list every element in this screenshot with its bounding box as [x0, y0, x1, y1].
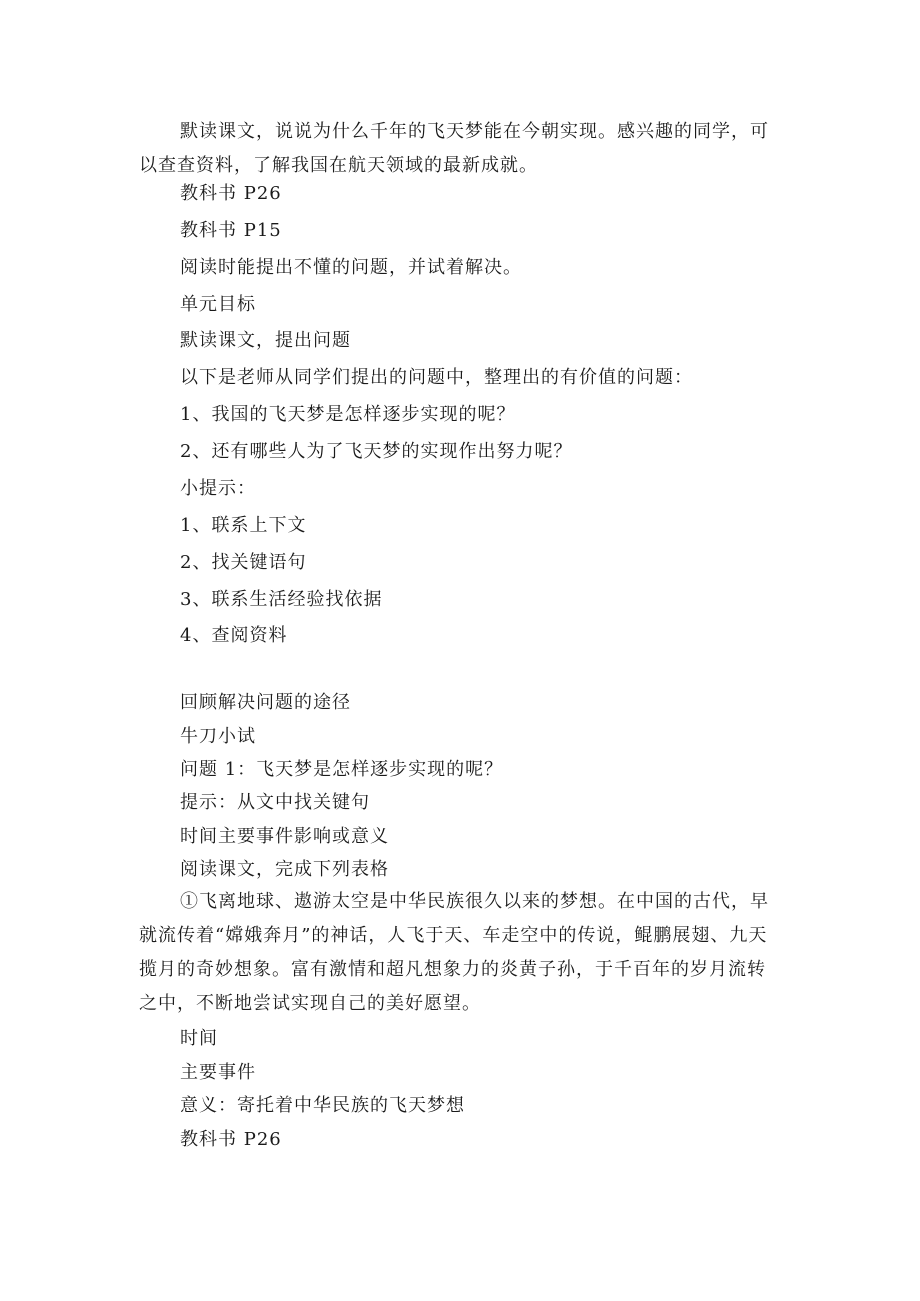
- question-2: 2、还有哪些人为了飞天梦的实现作出努力呢？: [180, 441, 573, 462]
- textbook-ref-p26: 教科书 P26: [180, 183, 282, 204]
- passage-paragraph: [139, 885, 779, 1021]
- passage-paragraph-text: ①飞离地球、遨游太空是中华民族很久以来的梦想。在中国的古代，早就流传着“嫦娥奔月”的神话，人飞于天、车走空中的传说，鲲鹏展翅、九天揽月的奇妙想象。富有激情和超凡想象力的炎黄子孙，于千百年的岁月流转之中，不断地尝试实现自己的美好愿望。: [139, 891, 769, 1014]
- question-1: 1、我国的飞天梦是怎样逐步实现的呢？: [180, 404, 516, 425]
- main-events-label: 主要事件: [180, 1062, 256, 1083]
- time-label: 时间: [180, 1028, 218, 1049]
- practice-heading: 牛刀小试: [180, 726, 256, 747]
- intro-paragraph-text: 默读课文，说说为什么千年的飞天梦能在今朝实现。感兴趣的同学，可以查查资料，了解我国在航天领域的最新成就。: [139, 121, 769, 176]
- tip-2: 2、找关键语句: [180, 552, 307, 573]
- meaning-line: 意义：寄托着中华民族的飞天梦想: [180, 1095, 465, 1116]
- tip-1: 1、联系上下文: [180, 515, 307, 536]
- tips-heading: 小提示：: [180, 478, 256, 499]
- table-task: 阅读课文，完成下列表格: [180, 859, 389, 880]
- hint-line: 提示：从文中找关键句: [180, 792, 370, 813]
- table-headers-line: 时间主要事件影响或意义: [180, 826, 389, 847]
- questions-intro: 以下是老师从同学们提出的问题中，整理出的有价值的问题：: [180, 367, 693, 388]
- tip-4: 4、查阅资料: [180, 625, 288, 646]
- unit-goal-heading: 单元目标: [180, 294, 256, 315]
- intro-paragraph: [139, 115, 779, 183]
- problem-1: 问题 1：飞天梦是怎样逐步实现的呢？: [180, 759, 504, 780]
- silent-reading-task: 默读课文，提出问题: [180, 330, 351, 351]
- reading-goal: 阅读时能提出不懂的问题，并试着解决。: [180, 257, 522, 278]
- textbook-ref-p26-end: 教科书 P26: [180, 1129, 282, 1150]
- textbook-ref-p15: 教科书 P15: [180, 220, 282, 241]
- tip-3: 3、联系生活经验找依据: [180, 589, 383, 610]
- review-heading: 回顾解决问题的途径: [180, 692, 351, 713]
